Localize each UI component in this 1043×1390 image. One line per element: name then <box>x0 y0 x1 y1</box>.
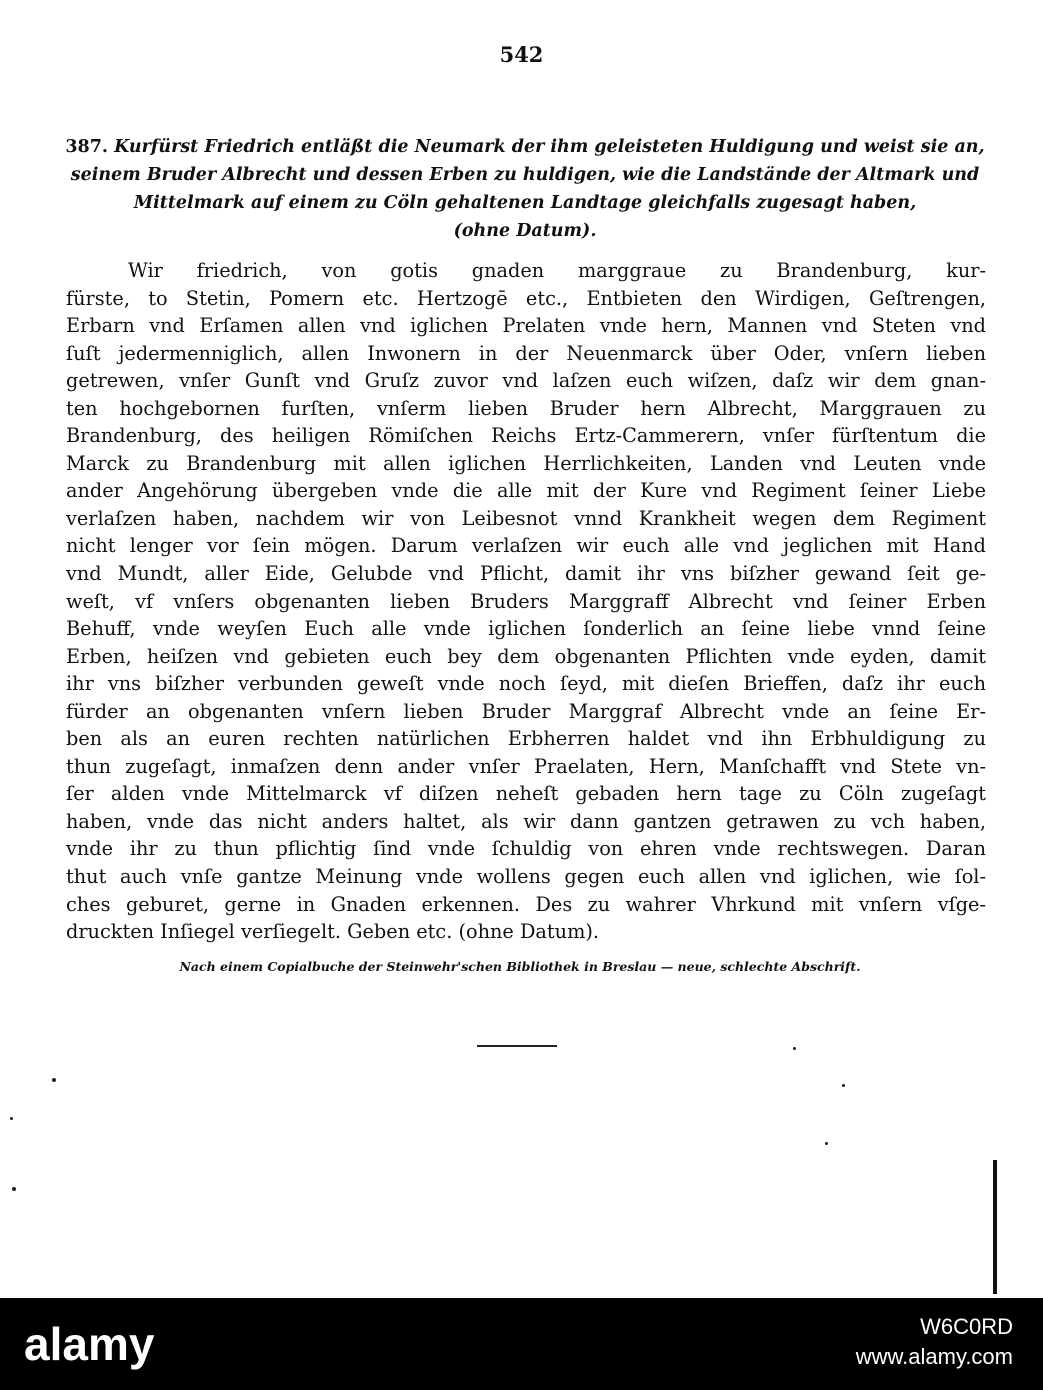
speck <box>825 1142 828 1145</box>
end-rule <box>477 1045 557 1047</box>
watermark-url: www.alamy.com <box>855 1344 1013 1369</box>
image-code: W6C0RD <box>920 1314 1013 1339</box>
body-line: ten hochgebornen furſten, vnſerm lieben Bruder hern Albrecht, Marggrauen zu <box>66 396 986 420</box>
heading-line-2: seinem Bruder Albrecht und dessen Erben zu huldigen, wie die Landstände der Altmark und <box>70 165 980 185</box>
body-line: vnd Mundt, aller Eide, Gelubde vnd Pflicht, damit ihr vns biſzher gewand ſeit ge- <box>66 562 986 586</box>
document-body <box>66 257 986 946</box>
body-line: druckten Inſiegel verſiegelt. Geben etc. (ohne Datum). <box>66 920 600 944</box>
svg-text:alamy: alamy <box>24 1318 155 1370</box>
heading-line-3: Mittelmark auf einem zu Cöln gehaltenen Landtage gleichfalls zugesagt haben, <box>133 193 917 213</box>
speck <box>12 1187 16 1191</box>
body-line: thut auch vnſe gantze Meinung vnde wollens gegen euch allen vnd iglichen, wie ſol- <box>66 865 986 889</box>
body-line: Brandenburg, des heiligen Römiſchen Reichs Ertz-Cammerern, vnſer fürſtentum die <box>66 424 986 448</box>
page-number: 542 <box>499 42 544 67</box>
body-line: ben als an euren rechten natürlichen Erbherren haldet vnd ihn Erbhuldigung zu <box>66 727 986 751</box>
speck <box>793 1047 796 1050</box>
body-line: ſer alden vnde Mittelmarck vf diſzen neheſt gebaden hern tage zu Cöln zugeſagt <box>66 782 986 806</box>
body-line: ches geburet, gerne in Gnaden erkennen. Des zu wahrer Vhrkund mit vnſern vſge- <box>66 892 986 916</box>
body-line: haben, vnde das nicht anders haltet, als wir dann gantzen getrawen zu vch haben, <box>66 809 986 833</box>
speck <box>52 1078 56 1082</box>
body-line: getrewen, vnſer Gunſt vnd Gruſz zuvor vnd laſzen euch wiſzen, daſz wir dem gnan- <box>66 369 986 393</box>
watermark-code <box>856 1312 1013 1372</box>
body-line: Wir friedrich, von gotis gnaden marggraue zu Brandenburg, kur- <box>128 259 986 282</box>
source-note: Nach einem Copialbuche der Steinwehr'schen Bibliothek in Breslau — neue, schlechte Abschrift. <box>179 959 861 974</box>
heading-line-1: 387. Kurfürst Friedrich entläßt die Neumark der ihm geleisteten Huldigung und weist sie an, <box>65 137 985 157</box>
body-line: ſuſt jedermenniglich, allen Inwonern in der Neuenmarck über Oder, vnſern lieben <box>66 341 986 365</box>
heading-line-4: (ohne Datum). <box>453 221 597 241</box>
body-line: fürste, to Stetin, Pomern etc. Hertzogē etc., Entbieten den Wirdigen, Geſtrengen, <box>66 286 986 310</box>
body-line: vnde ihr zu thun pflichtig ſind vnde ſchuldig von ehren vnde rechtswegen. Daran <box>66 837 986 861</box>
body-line: thun zugeſagt, inmaſzen denn ander vnſer Praelaten, Hern, Manſchafft vnd Stete vn- <box>66 754 986 778</box>
body-line: nicht lenger vor ſein mögen. Darum verlaſzen wir euch alle vnd jeglichen mit Hand <box>66 534 986 558</box>
body-line: weſt, vf vnſers obgenanten lieben Bruders Marggraff Albrecht vnd ſeiner Erben <box>66 589 986 613</box>
document-heading <box>60 133 990 245</box>
scan-edge-mark <box>993 1160 997 1294</box>
body-line: verlaſzen haben, nachdem wir von Leibesnot vnnd Krankheit wegen dem Regiment <box>66 506 986 530</box>
body-line: ander Angehörung übergeben vnde die alle mit der Kure vnd Regiment ſeiner Liebe <box>66 479 986 503</box>
body-line: Behuff, vnde weyſen Euch alle vnde iglichen ſonderlich an ſeine liebe vnnd ſeine <box>66 617 986 641</box>
body-line: ihr vns biſzher verbunden geweſt vnde noch ſeyd, mit dieſen Brieffen, daſz ihr euch <box>66 672 986 696</box>
speck <box>10 1117 13 1120</box>
body-line: fürder an obgenanten vnſern lieben Bruder Marggraf Albrecht vnde an ſeine Er- <box>66 699 986 723</box>
alamy-logo-icon <box>24 1318 155 1370</box>
watermark-footer <box>0 1298 1043 1390</box>
body-line: Erben, heiſzen vnd gebieten euch bey dem obgenanten Pflichten vnde eyden, damit <box>66 644 986 668</box>
document-number: 387. <box>65 137 108 157</box>
speck <box>842 1084 845 1087</box>
body-line: Erbarn vnd Erſamen allen vnd iglichen Prelaten vnde hern, Mannen vnd Steten vnd <box>66 314 986 338</box>
body-line: Marck zu Brandenburg mit allen iglichen Herrlichkeiten, Landen vnd Leuten vnde <box>66 451 986 475</box>
